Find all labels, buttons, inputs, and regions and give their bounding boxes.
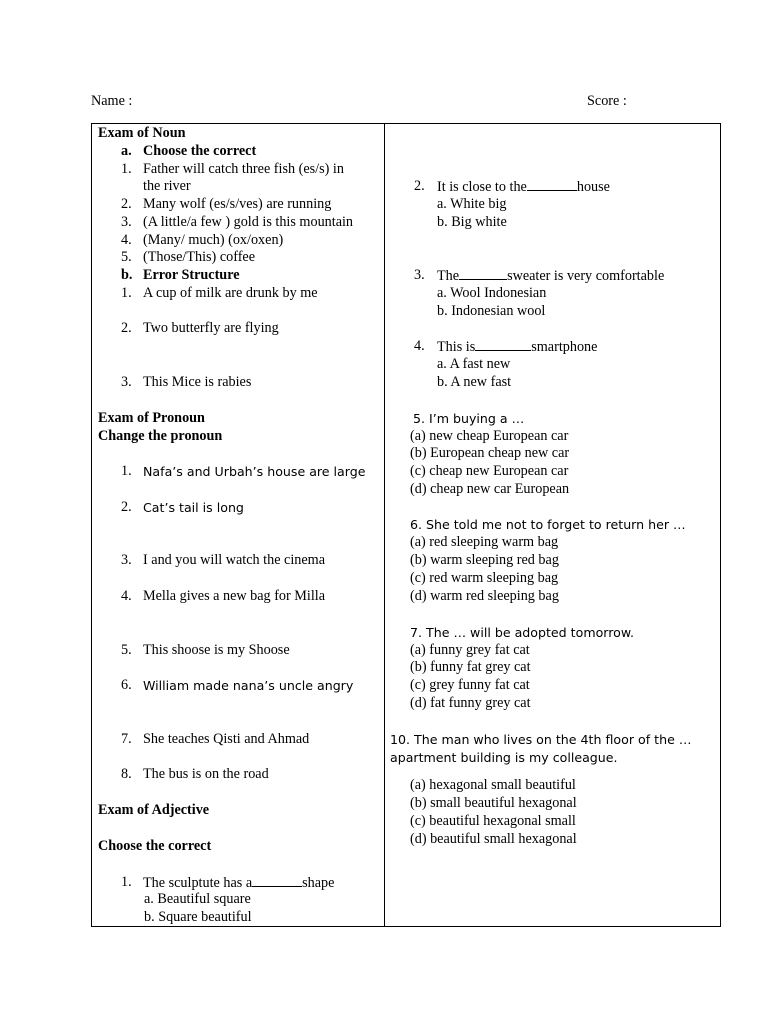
answer-blank [527, 178, 577, 191]
exam-table [91, 123, 721, 927]
option-a: a. White big [437, 196, 507, 212]
question-stem: 10. The man who lives on the 4th floor of the … [390, 732, 692, 747]
list-item-text: (Many/ much) (ox/oxen) [143, 232, 284, 248]
list-item-number: 1. [121, 285, 132, 301]
question-text [437, 267, 664, 285]
list-item-number: 1. [121, 161, 132, 177]
column-divider [384, 124, 385, 926]
option-c: (c) cheap new European car [410, 463, 569, 479]
pronoun-section-title: Exam of Pronoun [98, 410, 205, 426]
list-item-text: Two butterfly are flying [143, 320, 279, 336]
list-item-number: 4. [121, 232, 132, 248]
answer-blank [459, 267, 507, 280]
option-b: b. Square beautiful [144, 909, 252, 925]
option-a: (a) hexagonal small beautiful [410, 777, 576, 793]
list-item-text: Many wolf (es/s/ves) are running [143, 196, 332, 212]
question-number: 2. [414, 178, 425, 194]
option-b: b. Indonesian wool [437, 303, 546, 319]
question-number: 4. [414, 338, 425, 354]
question-stem-continued: apartment building is my colleague. [390, 750, 618, 765]
option-a: a. Beautiful square [144, 891, 251, 907]
list-item-text: This Mice is rabies [143, 374, 252, 390]
question-text-after-blank: sweater is very comfortable [507, 268, 665, 284]
question-text-after-blank: house [576, 179, 610, 195]
adjective-section-subtitle: Choose the correct [98, 838, 212, 854]
question-text-before-blank: It is close to the [437, 179, 527, 195]
option-c: (c) red warm sleeping bag [410, 570, 559, 586]
option-d: (d) beautiful small hexagonal [410, 831, 577, 847]
list-item-text: Nafa’s and Urbah’s house are large [143, 464, 366, 479]
option-c: (c) beautiful hexagonal small [410, 813, 576, 829]
list-item-number: 3. [121, 214, 132, 230]
question-number: 1. [121, 874, 132, 890]
list-item-text: (A little/a few ) gold is this mountain [143, 214, 354, 230]
option-a: (a) red sleeping warm bag [410, 534, 559, 550]
option-b: (b) warm sleeping red bag [410, 552, 559, 568]
option-b: (b) funny fat grey cat [410, 659, 531, 675]
list-item-text: She teaches Qisti and Ahmad [143, 731, 310, 747]
list-item-text: the river [143, 178, 191, 194]
question-text-before-blank: The sculptute has a [143, 875, 253, 891]
list-item-number: 7. [121, 731, 132, 747]
noun-part-b-heading: Error Structure [143, 267, 240, 283]
option-d: (d) fat funny grey cat [410, 695, 531, 711]
answer-blank [252, 874, 302, 887]
list-item-number: 3. [121, 374, 132, 390]
option-c: (c) grey funny fat cat [410, 677, 530, 693]
option-a: (a) new cheap European car [410, 428, 569, 444]
option-d: (d) warm red sleeping bag [410, 588, 559, 604]
list-item-text: The bus is on the road [143, 766, 269, 782]
noun-part-a-marker: a. [121, 143, 132, 159]
question-text-after-blank: shape [302, 875, 335, 891]
list-item-number: 5. [121, 249, 132, 265]
list-item-text: This shoose is my Shoose [143, 642, 290, 658]
list-item-text: William made nana’s uncle angry [143, 678, 354, 693]
question-text [437, 338, 597, 356]
list-item-text: Father will catch three fish (es/s) in [143, 161, 344, 177]
question-text-before-blank: The [437, 268, 460, 284]
answer-blank [475, 338, 531, 351]
option-b: b. Big white [437, 214, 507, 230]
score-label: Score : [587, 93, 627, 109]
list-item-text: (Those/This) coffee [143, 249, 256, 265]
option-b: b. A new fast [437, 374, 512, 390]
list-item-number: 5. [121, 642, 132, 658]
option-b: (b) European cheap new car [410, 445, 570, 461]
list-item-number: 6. [121, 677, 132, 693]
question-stem: 6. She told me not to forget to return her … [410, 517, 686, 532]
list-item-number: 1. [121, 463, 132, 479]
list-item-number: 4. [121, 588, 132, 604]
option-a: a. Wool Indonesian [437, 285, 547, 301]
adjective-section-title: Exam of Adjective [98, 802, 210, 818]
question-text [437, 178, 610, 196]
question-number: 3. [414, 267, 425, 283]
question-text-after-blank: smartphone [531, 339, 598, 355]
name-label: Name : [91, 93, 133, 109]
list-item-number: 8. [121, 766, 132, 782]
list-item-number: 3. [121, 552, 132, 568]
list-item-number: 2. [121, 196, 132, 212]
option-b: (b) small beautiful hexagonal [410, 795, 577, 811]
option-a: a. A fast new [437, 356, 511, 372]
list-item-number: 2. [121, 320, 132, 336]
question-text [143, 874, 334, 892]
pronoun-section-subtitle: Change the pronoun [98, 428, 223, 444]
noun-part-a-heading: Choose the correct [143, 143, 257, 159]
list-item-text: Cat’s tail is long [143, 500, 244, 515]
list-item-text: I and you will watch the cinema [143, 552, 326, 568]
question-text-before-blank: This is [437, 339, 476, 355]
noun-part-b-marker: b. [121, 267, 133, 283]
question-stem: 7. The … will be adopted tomorrow. [410, 625, 635, 640]
list-item-number: 2. [121, 499, 132, 515]
list-item-text: Mella gives a new bag for Milla [143, 588, 326, 604]
list-item-text: A cup of milk are drunk by me [143, 285, 318, 301]
noun-section-title: Exam of Noun [98, 125, 186, 141]
option-a: (a) funny grey fat cat [410, 642, 530, 658]
question-stem: 5. I’m buying a … [413, 411, 525, 426]
option-d: (d) cheap new car European [410, 481, 570, 497]
